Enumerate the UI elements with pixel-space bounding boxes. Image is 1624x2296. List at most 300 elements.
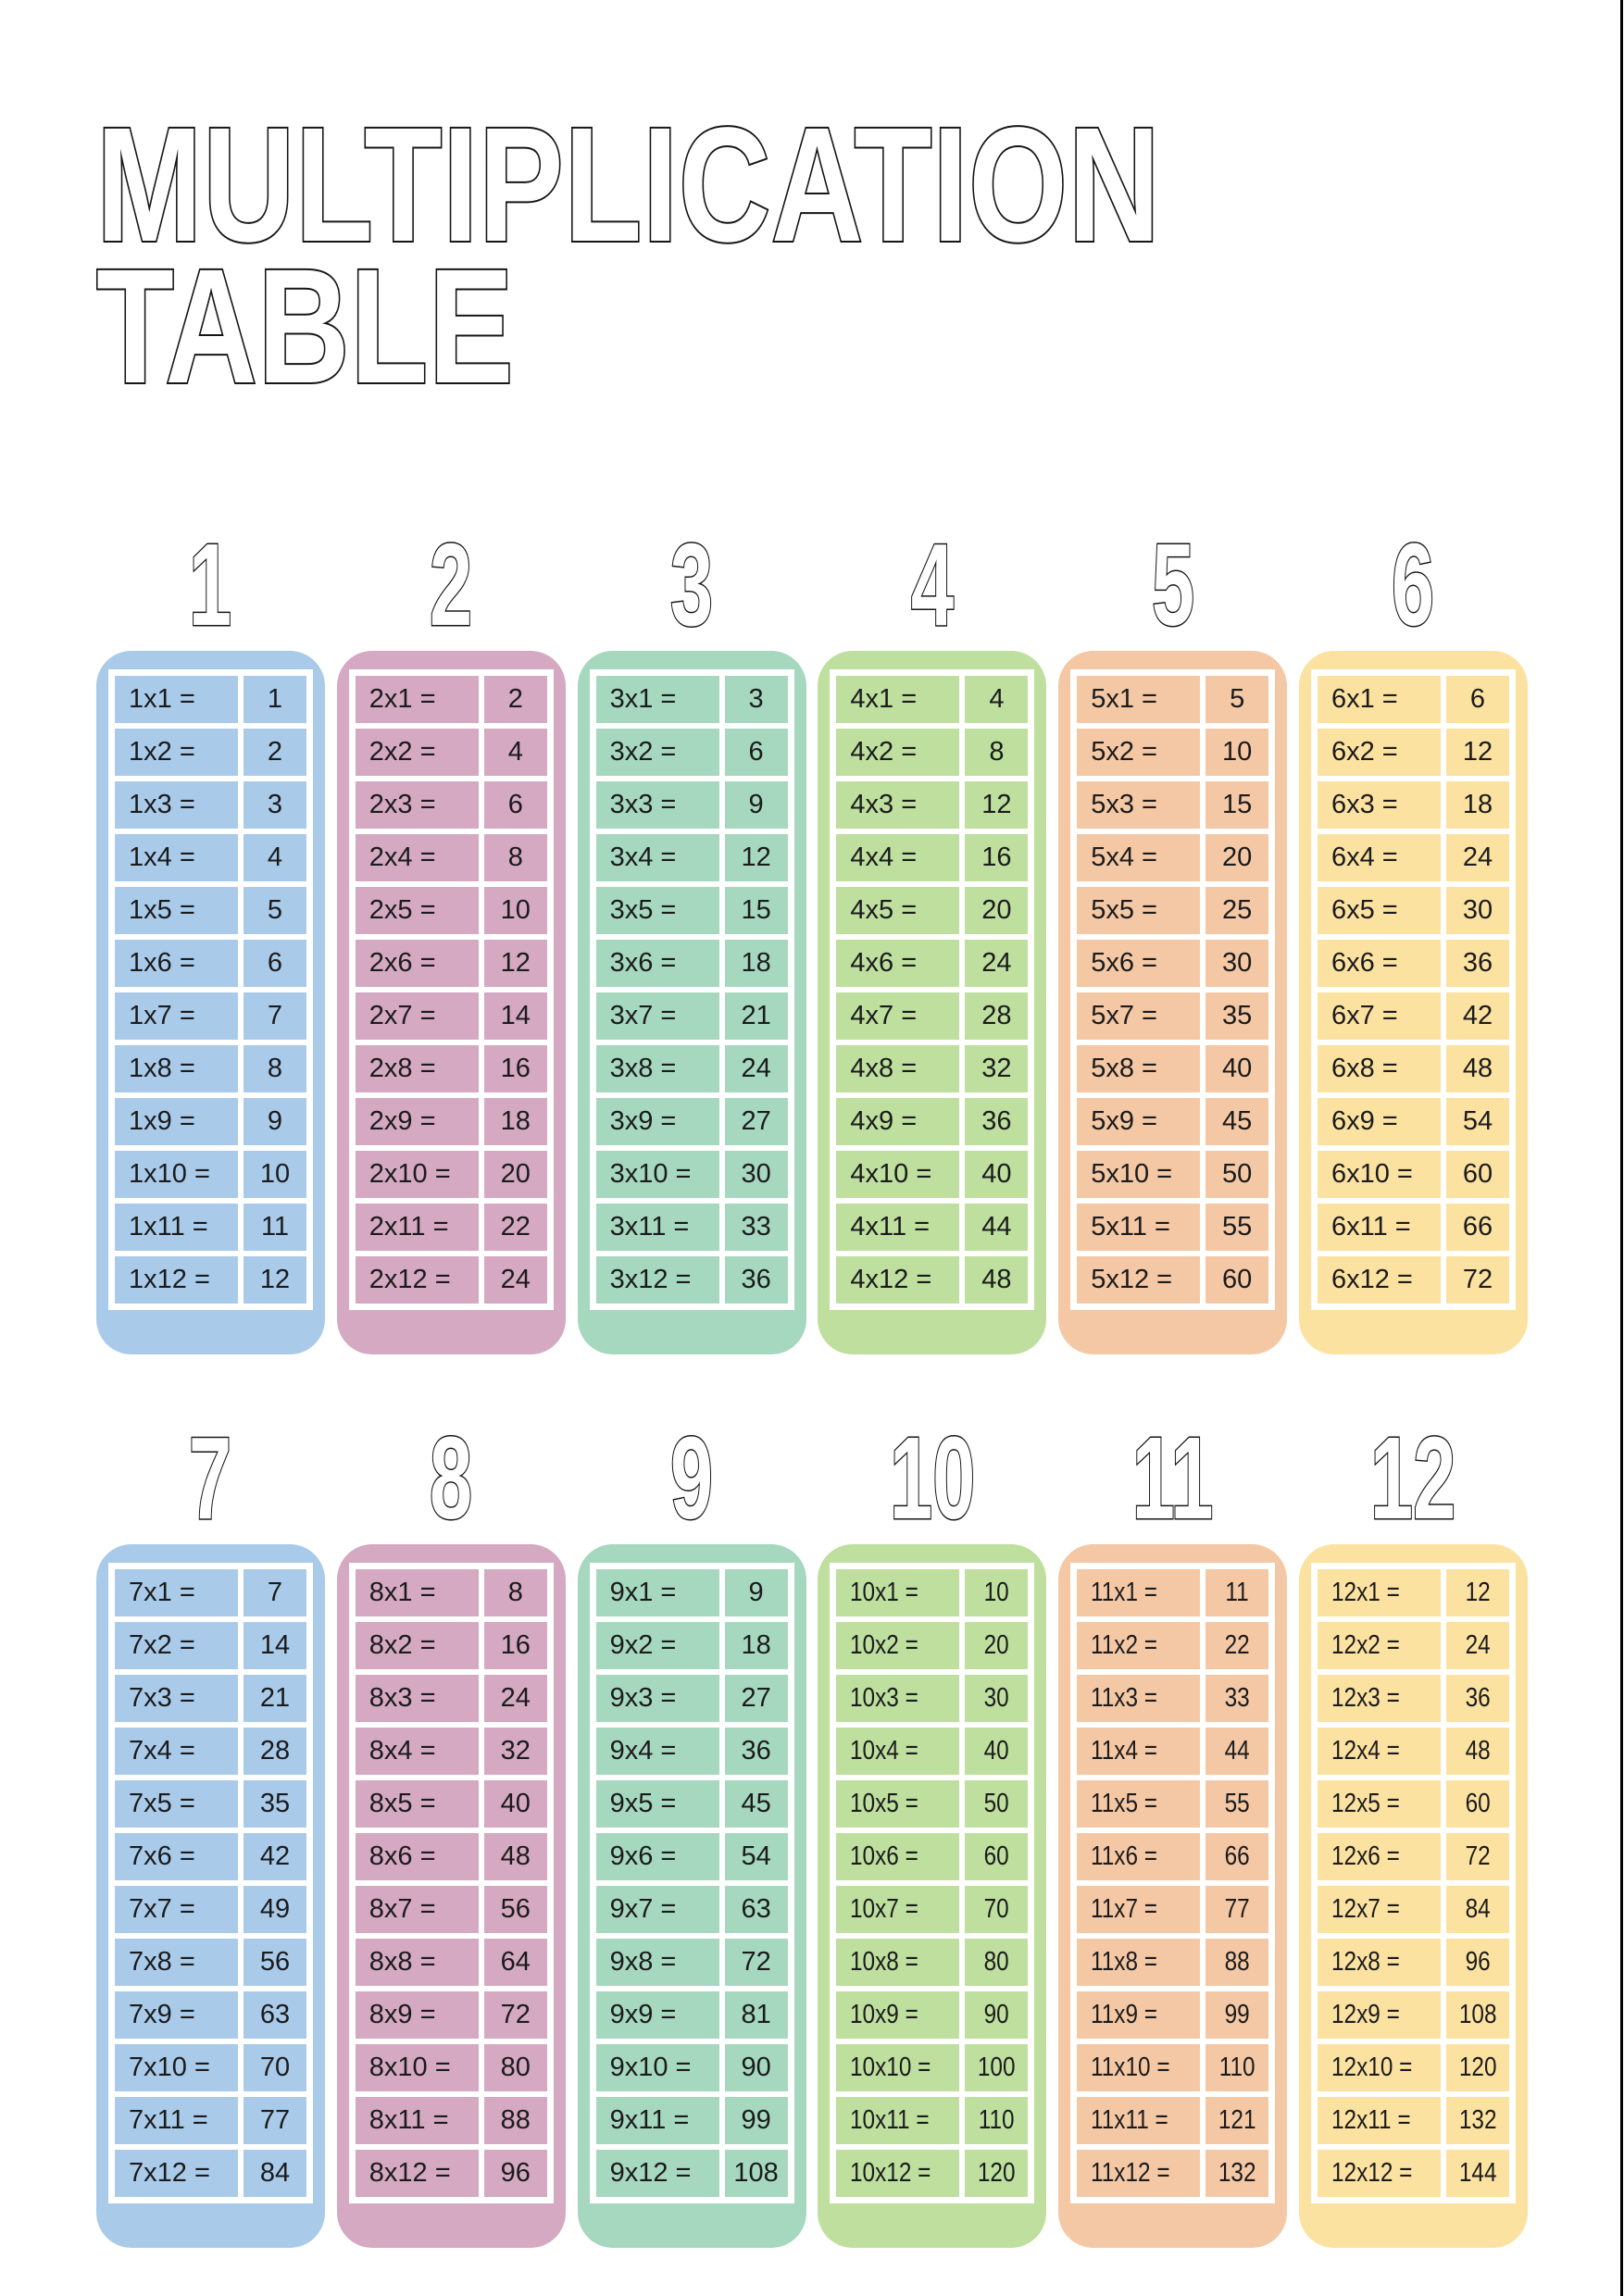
equation-cell bbox=[356, 729, 479, 776]
table-grid bbox=[590, 669, 794, 1310]
equation-cell bbox=[596, 992, 719, 1040]
equation-cell bbox=[596, 1204, 719, 1251]
equation-text: 10x1 = bbox=[850, 1578, 919, 1607]
result-cell bbox=[244, 2097, 306, 2144]
result-cell bbox=[1446, 729, 1509, 776]
result-cell bbox=[484, 1622, 547, 1669]
result-text: 99 bbox=[1224, 2000, 1250, 2029]
table-number-heading bbox=[96, 1413, 325, 1543]
equation-text: 2x6 = bbox=[369, 948, 436, 978]
result-cell bbox=[1446, 1204, 1509, 1251]
times-table-4-column bbox=[818, 519, 1046, 1354]
equation-text: 1x6 = bbox=[129, 948, 195, 978]
result-cell bbox=[484, 1098, 547, 1145]
equation-cell bbox=[1318, 1939, 1441, 1986]
result-text: 28 bbox=[981, 1001, 1012, 1030]
equation-cell bbox=[836, 1569, 959, 1616]
times-table-6-column bbox=[1299, 519, 1528, 1354]
table-number-heading bbox=[818, 1413, 1046, 1543]
times-table-12-column bbox=[1299, 1413, 1528, 2248]
result-text: 108 bbox=[1458, 2000, 1497, 2029]
table-grid bbox=[349, 669, 554, 1310]
result-text: 16 bbox=[500, 1054, 531, 1083]
equation-text: 9x3 = bbox=[609, 1683, 677, 1713]
equation-cell bbox=[1077, 887, 1200, 934]
equation-cell bbox=[1318, 1256, 1441, 1304]
equation-text: 12x7 = bbox=[1330, 1894, 1400, 1924]
equation-text: 10x6 = bbox=[850, 1841, 919, 1871]
result-text: 49 bbox=[259, 1894, 291, 1924]
result-cell bbox=[725, 1204, 788, 1251]
result-text: 16 bbox=[981, 842, 1012, 872]
result-cell bbox=[965, 1886, 1028, 1933]
equation-cell bbox=[596, 1780, 719, 1828]
equation-text: 3x11 = bbox=[609, 1212, 690, 1242]
result-cell bbox=[244, 1045, 306, 1092]
equation-text: 10x3 = bbox=[850, 1683, 919, 1713]
result-cell bbox=[1446, 1098, 1509, 1145]
equation-cell bbox=[115, 1256, 238, 1304]
times-table-8-card bbox=[337, 1544, 566, 2248]
result-cell bbox=[244, 1780, 306, 1828]
equation-text: 12x8 = bbox=[1330, 1947, 1400, 1977]
result-cell bbox=[244, 1991, 306, 2039]
result-cell bbox=[1446, 1045, 1509, 1092]
result-text: 12 bbox=[741, 842, 771, 872]
equation-cell bbox=[115, 992, 238, 1040]
equation-cell bbox=[115, 1728, 238, 1775]
times-table-3-column bbox=[578, 519, 806, 1354]
table-number: 12 bbox=[1370, 1413, 1456, 1543]
equation-cell bbox=[356, 1886, 479, 1933]
result-text: 36 bbox=[741, 1265, 771, 1294]
equation-text: 4x8 = bbox=[850, 1054, 918, 1083]
equation-text: 7x8 = bbox=[129, 1947, 195, 1977]
result-text: 35 bbox=[259, 1789, 291, 1818]
equation-text: 11x5 = bbox=[1091, 1789, 1158, 1818]
table-grid bbox=[1070, 1563, 1275, 2203]
result-text: 4 bbox=[507, 737, 523, 767]
times-table-2-card bbox=[337, 651, 566, 1354]
result-cell bbox=[1206, 1780, 1268, 1828]
result-cell bbox=[1206, 992, 1268, 1040]
equation-text: 12x2 = bbox=[1330, 1630, 1400, 1660]
result-cell bbox=[725, 2044, 788, 2091]
equation-text: 9x1 = bbox=[609, 1578, 677, 1607]
result-text: 20 bbox=[983, 1630, 1009, 1660]
equation-text: 9x9 = bbox=[609, 2000, 677, 2029]
equation-cell bbox=[836, 1204, 959, 1251]
equation-cell bbox=[836, 1151, 959, 1198]
result-text: 24 bbox=[1465, 1630, 1491, 1660]
result-cell bbox=[1446, 2150, 1509, 2197]
result-cell bbox=[725, 1569, 788, 1616]
result-cell bbox=[484, 940, 547, 987]
equation-text: 5x4 = bbox=[1091, 842, 1157, 872]
result-text: 80 bbox=[983, 1947, 1009, 1977]
equation-text: 11x7 = bbox=[1091, 1894, 1158, 1924]
table-number: 6 bbox=[1392, 519, 1435, 650]
result-text: 4 bbox=[267, 842, 283, 872]
table-number: 5 bbox=[1151, 519, 1194, 650]
equation-cell bbox=[1318, 1675, 1441, 1722]
result-cell bbox=[1446, 781, 1509, 829]
result-cell bbox=[1446, 1256, 1509, 1304]
equation-cell bbox=[115, 2097, 238, 2144]
equation-text: 11x3 = bbox=[1091, 1683, 1158, 1713]
equation-text: 4x2 = bbox=[850, 737, 918, 767]
result-text: 33 bbox=[741, 1212, 771, 1242]
equation-text: 6x2 = bbox=[1330, 737, 1398, 767]
equation-cell bbox=[596, 1569, 719, 1616]
result-text: 99 bbox=[741, 2105, 771, 2135]
result-text: 42 bbox=[259, 1841, 291, 1871]
result-text: 63 bbox=[741, 1894, 771, 1924]
result-text: 42 bbox=[1462, 1001, 1493, 1030]
equation-cell bbox=[356, 2044, 479, 2091]
result-cell bbox=[1446, 834, 1509, 881]
equation-cell bbox=[836, 1780, 959, 1828]
equation-text: 12x9 = bbox=[1330, 2000, 1400, 2029]
result-cell bbox=[725, 729, 788, 776]
equation-text: 1x5 = bbox=[129, 895, 195, 925]
equation-cell bbox=[1318, 1098, 1441, 1145]
table-grid bbox=[590, 1563, 794, 2203]
equation-text: 10x10 = bbox=[850, 2053, 931, 2082]
equation-cell bbox=[115, 887, 238, 934]
equation-text: 11x10 = bbox=[1091, 2053, 1170, 2082]
equation-text: 7x12 = bbox=[129, 2158, 210, 2188]
result-text: 81 bbox=[741, 2000, 771, 2029]
equation-cell bbox=[1077, 1939, 1200, 1986]
result-text: 12 bbox=[1465, 1578, 1491, 1607]
equation-cell bbox=[1318, 992, 1441, 1040]
result-cell bbox=[1206, 1098, 1268, 1145]
equation-text: 4x4 = bbox=[850, 842, 918, 872]
table-number: 4 bbox=[910, 519, 955, 650]
equation-text: 12x3 = bbox=[1330, 1683, 1400, 1713]
equation-cell bbox=[836, 1728, 959, 1775]
result-cell bbox=[965, 2097, 1028, 2144]
equation-cell bbox=[596, 2044, 719, 2091]
equation-cell bbox=[1077, 2150, 1200, 2197]
result-text: 48 bbox=[500, 1841, 531, 1871]
equation-text: 2x5 = bbox=[369, 895, 436, 925]
result-cell bbox=[1206, 676, 1268, 723]
result-cell bbox=[244, 2150, 306, 2197]
result-cell bbox=[484, 1256, 547, 1304]
equation-text: 2x10 = bbox=[369, 1159, 451, 1189]
equation-cell bbox=[115, 1569, 238, 1616]
equation-cell bbox=[356, 1622, 479, 1669]
equation-text: 3x10 = bbox=[609, 1159, 692, 1189]
result-text: 48 bbox=[981, 1265, 1012, 1294]
result-text: 60 bbox=[1462, 1159, 1493, 1189]
equation-cell bbox=[836, 2150, 959, 2197]
result-text: 20 bbox=[1222, 842, 1253, 872]
equation-text: 5x7 = bbox=[1091, 1001, 1157, 1030]
result-cell bbox=[1206, 940, 1268, 987]
equation-cell bbox=[1077, 2044, 1200, 2091]
result-text: 60 bbox=[1465, 1789, 1491, 1818]
result-text: 36 bbox=[741, 1736, 771, 1766]
result-cell bbox=[725, 1939, 788, 1986]
equation-text: 3x4 = bbox=[609, 842, 677, 872]
table-grid bbox=[108, 669, 313, 1310]
result-cell bbox=[1206, 1204, 1268, 1251]
result-text: 90 bbox=[741, 2053, 771, 2082]
result-cell bbox=[965, 1622, 1028, 1669]
equation-cell bbox=[115, 1675, 238, 1722]
equation-text: 6x9 = bbox=[1330, 1106, 1398, 1136]
table-grid bbox=[1070, 669, 1275, 1310]
result-cell bbox=[1446, 1675, 1509, 1722]
equation-cell bbox=[1077, 1675, 1200, 1722]
result-cell bbox=[484, 1833, 547, 1880]
result-cell bbox=[484, 1939, 547, 1986]
result-text: 40 bbox=[983, 1736, 1009, 1766]
equation-cell bbox=[356, 1675, 479, 1722]
result-text: 72 bbox=[1465, 1841, 1491, 1871]
equation-cell bbox=[1077, 1151, 1200, 1198]
equation-text: 10x7 = bbox=[850, 1894, 919, 1924]
equation-cell bbox=[836, 940, 959, 987]
equation-text: 12x10 = bbox=[1330, 2053, 1413, 2082]
equation-text: 7x7 = bbox=[129, 1894, 195, 1924]
result-cell bbox=[1446, 1151, 1509, 1198]
result-cell bbox=[1206, 1045, 1268, 1092]
equation-cell bbox=[1318, 2097, 1441, 2144]
result-cell bbox=[965, 2044, 1028, 2091]
result-cell bbox=[484, 1204, 547, 1251]
equation-text: 2x9 = bbox=[369, 1106, 436, 1136]
result-cell bbox=[965, 1256, 1028, 1304]
result-cell bbox=[484, 887, 547, 934]
result-cell bbox=[1446, 1622, 1509, 1669]
result-text: 44 bbox=[1224, 1736, 1250, 1766]
equation-cell bbox=[596, 1939, 719, 1986]
times-table-1-card bbox=[96, 651, 325, 1354]
times-table-7-card bbox=[96, 1544, 325, 2248]
table-number: 11 bbox=[1131, 1413, 1214, 1543]
result-text: 11 bbox=[260, 1212, 290, 1242]
equation-cell bbox=[356, 1098, 479, 1145]
table-number-heading bbox=[1058, 1413, 1287, 1543]
equation-text: 12x6 = bbox=[1330, 1841, 1400, 1871]
equation-cell bbox=[836, 1622, 959, 1669]
equation-cell bbox=[836, 1886, 959, 1933]
result-text: 10 bbox=[500, 895, 531, 925]
equation-text: 1x3 = bbox=[129, 790, 195, 819]
result-cell bbox=[725, 992, 788, 1040]
equation-text: 5x9 = bbox=[1091, 1106, 1157, 1136]
result-cell bbox=[484, 781, 547, 829]
result-cell bbox=[725, 834, 788, 881]
equation-text: 11x11 = bbox=[1091, 2105, 1168, 2135]
result-text: 22 bbox=[1224, 1630, 1250, 1660]
table-number-heading bbox=[578, 1413, 806, 1543]
result-text: 84 bbox=[1465, 1894, 1491, 1924]
result-text: 10 bbox=[259, 1159, 291, 1189]
result-text: 12 bbox=[981, 790, 1012, 819]
equation-cell bbox=[115, 940, 238, 987]
equation-text: 3x3 = bbox=[609, 790, 677, 819]
table-number: 9 bbox=[669, 1413, 714, 1543]
equation-text: 7x10 = bbox=[129, 2053, 210, 2082]
result-cell bbox=[725, 1675, 788, 1722]
equation-text: 8x10 = bbox=[369, 2053, 451, 2082]
result-text: 54 bbox=[741, 1841, 771, 1871]
times-table-6-card bbox=[1299, 651, 1528, 1354]
equation-text: 8x1 = bbox=[369, 1578, 436, 1607]
equation-text: 10x12 = bbox=[850, 2158, 931, 2188]
result-cell bbox=[1206, 729, 1268, 776]
equation-cell bbox=[836, 729, 959, 776]
equation-cell bbox=[356, 1204, 479, 1251]
result-text: 8 bbox=[267, 1054, 283, 1083]
page-title-line-1: MULTIPLICATION bbox=[96, 94, 1161, 276]
equation-cell bbox=[115, 1939, 238, 1986]
equation-cell bbox=[596, 1886, 719, 1933]
equation-text: 10x4 = bbox=[850, 1736, 919, 1766]
equation-cell bbox=[596, 1728, 719, 1775]
result-cell bbox=[965, 1151, 1028, 1198]
equation-text: 4x6 = bbox=[850, 948, 918, 978]
times-table-9-column bbox=[578, 1413, 806, 2248]
result-cell bbox=[725, 2097, 788, 2144]
result-cell bbox=[1206, 834, 1268, 881]
equation-text: 7x6 = bbox=[129, 1841, 195, 1871]
result-text: 9 bbox=[748, 790, 764, 819]
result-cell bbox=[1446, 992, 1509, 1040]
result-text: 77 bbox=[1224, 1894, 1250, 1924]
equation-text: 11x6 = bbox=[1091, 1841, 1158, 1871]
equation-text: 8x3 = bbox=[369, 1683, 436, 1713]
equation-cell bbox=[115, 781, 238, 829]
equation-text: 2x11 = bbox=[369, 1212, 449, 1242]
equation-cell bbox=[596, 940, 719, 987]
result-cell bbox=[244, 887, 306, 934]
result-cell bbox=[484, 1675, 547, 1722]
result-text: 66 bbox=[1224, 1841, 1250, 1871]
equation-cell bbox=[596, 1833, 719, 1880]
result-cell bbox=[244, 1204, 306, 1251]
result-text: 30 bbox=[741, 1159, 771, 1189]
equation-cell bbox=[1077, 1622, 1200, 1669]
result-cell bbox=[725, 1991, 788, 2039]
equation-cell bbox=[1077, 1045, 1200, 1092]
result-cell bbox=[1206, 1675, 1268, 1722]
equation-text: 2x7 = bbox=[369, 1001, 436, 1030]
table-number: 8 bbox=[430, 1413, 473, 1543]
result-text: 33 bbox=[1224, 1683, 1250, 1713]
equation-text: 9x6 = bbox=[609, 1841, 677, 1871]
equation-cell bbox=[1077, 781, 1200, 829]
result-cell bbox=[1206, 1991, 1268, 2039]
equation-cell bbox=[1077, 834, 1200, 881]
page-title-line-2: TABLE bbox=[96, 236, 515, 418]
result-text: 63 bbox=[259, 2000, 291, 2029]
result-cell bbox=[1206, 1833, 1268, 1880]
result-text: 18 bbox=[500, 1106, 531, 1136]
result-text: 96 bbox=[1465, 1947, 1491, 1977]
result-text: 40 bbox=[981, 1159, 1012, 1189]
equation-text: 11x2 = bbox=[1091, 1630, 1158, 1660]
result-cell bbox=[244, 1098, 306, 1145]
equation-cell bbox=[1318, 1622, 1441, 1669]
result-cell bbox=[965, 1569, 1028, 1616]
equation-cell bbox=[115, 676, 238, 723]
equation-cell bbox=[115, 1833, 238, 1880]
result-cell bbox=[1206, 2044, 1268, 2091]
equation-text: 2x3 = bbox=[369, 790, 436, 819]
equation-cell bbox=[836, 781, 959, 829]
result-text: 8 bbox=[507, 842, 523, 872]
equation-text: 5x10 = bbox=[1091, 1159, 1173, 1189]
equation-cell bbox=[356, 1151, 479, 1198]
result-text: 12 bbox=[259, 1265, 291, 1294]
result-text: 6 bbox=[748, 737, 764, 767]
result-cell bbox=[244, 2044, 306, 2091]
result-text: 15 bbox=[1222, 790, 1253, 819]
result-text: 24 bbox=[1462, 842, 1493, 872]
result-cell bbox=[1206, 1256, 1268, 1304]
equation-text: 2x4 = bbox=[369, 842, 436, 872]
equation-cell bbox=[115, 1991, 238, 2039]
equation-cell bbox=[356, 1569, 479, 1616]
result-cell bbox=[244, 1256, 306, 1304]
equation-cell bbox=[1318, 887, 1441, 934]
equation-text: 4x7 = bbox=[850, 1001, 918, 1030]
equation-text: 9x10 = bbox=[609, 2053, 692, 2082]
equation-text: 2x1 = bbox=[369, 684, 436, 714]
result-cell bbox=[244, 1622, 306, 1669]
equation-cell bbox=[1318, 1728, 1441, 1775]
result-cell bbox=[244, 1151, 306, 1198]
equation-cell bbox=[596, 1045, 719, 1092]
table-grid bbox=[1311, 1563, 1516, 2203]
result-text: 110 bbox=[978, 2105, 1015, 2135]
equation-text: 5x2 = bbox=[1091, 737, 1157, 767]
table-number: 3 bbox=[669, 519, 714, 650]
result-cell bbox=[965, 1204, 1028, 1251]
equation-text: 5x6 = bbox=[1091, 948, 1157, 978]
table-grid bbox=[830, 669, 1034, 1310]
result-cell bbox=[1206, 1939, 1268, 1986]
equation-text: 8x7 = bbox=[369, 1894, 436, 1924]
equation-text: 11x9 = bbox=[1091, 2000, 1158, 2029]
times-table-12-card bbox=[1299, 1544, 1528, 2248]
result-cell bbox=[725, 887, 788, 934]
result-text: 10 bbox=[983, 1578, 1009, 1607]
result-cell bbox=[1446, 2044, 1509, 2091]
result-cell bbox=[965, 1991, 1028, 2039]
result-text: 45 bbox=[741, 1789, 771, 1818]
equation-text: 9x7 = bbox=[609, 1894, 677, 1924]
result-text: 12 bbox=[1462, 737, 1493, 767]
result-cell bbox=[725, 1256, 788, 1304]
equation-cell bbox=[1077, 940, 1200, 987]
result-text: 36 bbox=[981, 1106, 1012, 1136]
equation-text: 8x11 = bbox=[369, 2105, 449, 2135]
equation-cell bbox=[1077, 1204, 1200, 1251]
result-text: 55 bbox=[1224, 1789, 1250, 1818]
result-text: 56 bbox=[259, 1947, 291, 1977]
result-text: 108 bbox=[733, 2158, 779, 2188]
table-grid bbox=[349, 1563, 554, 2203]
equation-text: 11x1 = bbox=[1091, 1578, 1158, 1607]
result-cell bbox=[484, 992, 547, 1040]
